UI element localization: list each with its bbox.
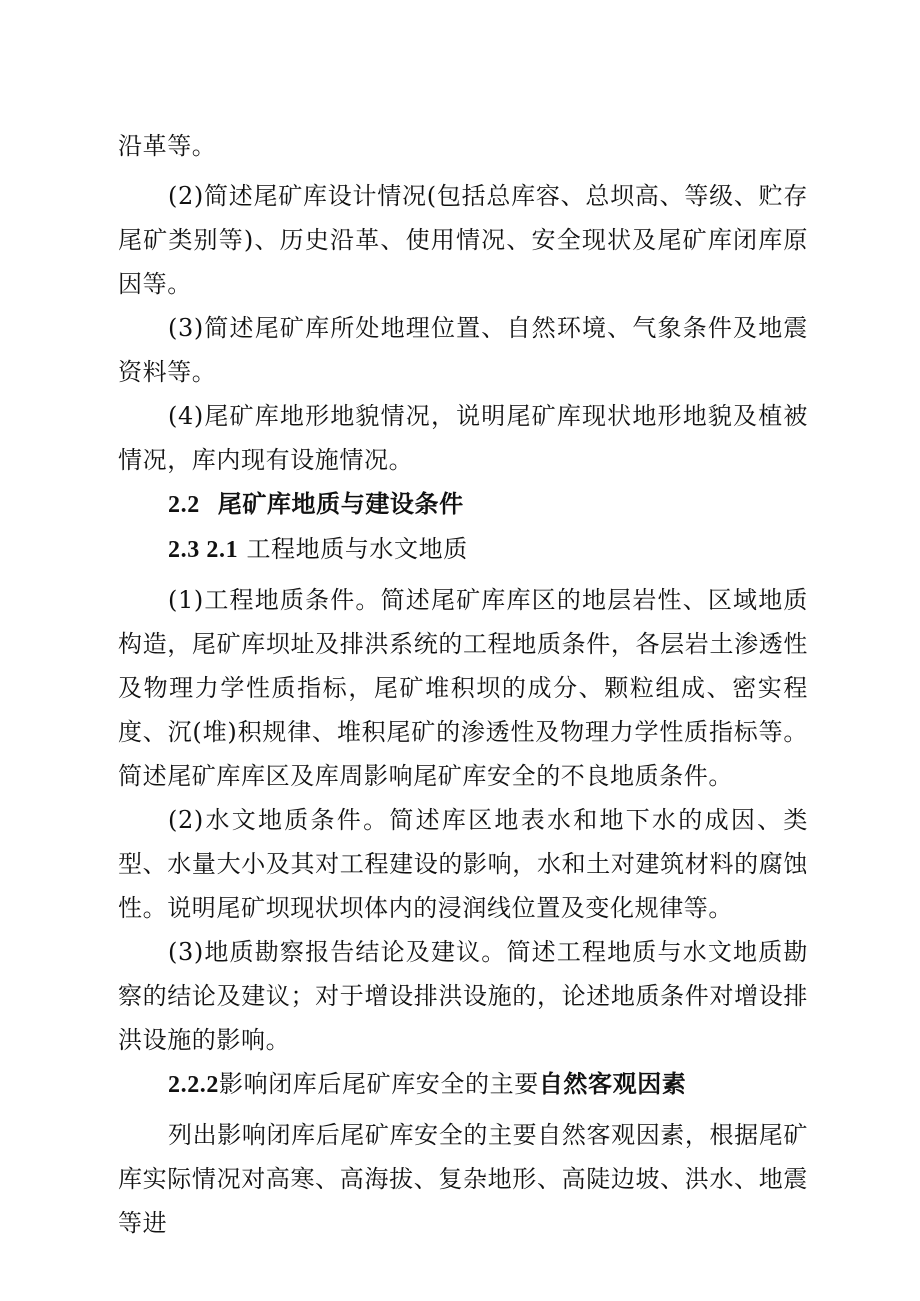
section-heading-2-3 (118, 527, 808, 572)
paragraph-design-info: (2)简述尾矿库设计情况(包括总库容、总坝高、等级、贮存尾矿类别等)、历史沿革、使用情况、安全现状及尾矿库闭库原因等。 (118, 182, 808, 298)
paragraph-engineering-geology: (1)工程地质条件。简述尾矿库库区的地层岩性、区域地质构造，尾矿库坝址及排洪系统的工程地质条件，各层岩土渗透性及物理力学性质指标，尾矿堆积坝的成分、颗粒组成、密实程度、沉(堆)积规律、堆积尾矿的渗透性及物理力学性质指标等。简述尾矿库库区及库周影响尾矿库安全的不良地质条件。 (118, 586, 808, 790)
paragraph-hydrogeology: (2)水文地质条件。简述库区地表水和地下水的成因、类型、水量大小及其对工程建设的影响，水和土对建筑材料的腐蚀性。说明尾矿坝现状坝体内的浸润线位置及变化规律等。 (118, 806, 808, 922)
section-title: 尾矿库地质与建设条件 (217, 490, 464, 518)
section-number: 2.3 2.1 (168, 537, 239, 563)
paragraph-continuation: 沿革等。 (118, 132, 217, 160)
paragraph-natural-factors: 列出影响闭库后尾矿库安全的主要自然客观因素，根据尾矿库实际情况对高寒、高海拔、复杂地形、高陡边坡、洪水、地震等进 (118, 1121, 808, 1237)
section-heading-2-2 (118, 482, 808, 527)
paragraph-survey-conclusion: (3)地质勘察报告结论及建议。简述工程地质与水文地质勘察的结论及建议；对于增设排洪设施的，论述地质条件对增设排洪设施的影响。 (118, 938, 808, 1054)
document-page (118, 124, 808, 1245)
section-number: 2.2.2 (168, 1072, 219, 1098)
paragraph-terrain: (4)尾矿库地形地貌情况，说明尾矿库现状地形地貌及植被情况，库内现有设施情况。 (118, 402, 808, 474)
section-title: 工程地质与水文地质 (246, 535, 468, 563)
section-title: 影响闭库后尾矿库安全的主要 (219, 1070, 539, 1098)
section-heading-2-2-2 (118, 1062, 808, 1107)
section-number: 2.2 (168, 492, 200, 518)
section-title-bold: 自然客观因素 (538, 1070, 687, 1098)
paragraph-location: (3)简述尾矿库所处地理位置、自然环境、气象条件及地震资料等。 (118, 314, 808, 386)
